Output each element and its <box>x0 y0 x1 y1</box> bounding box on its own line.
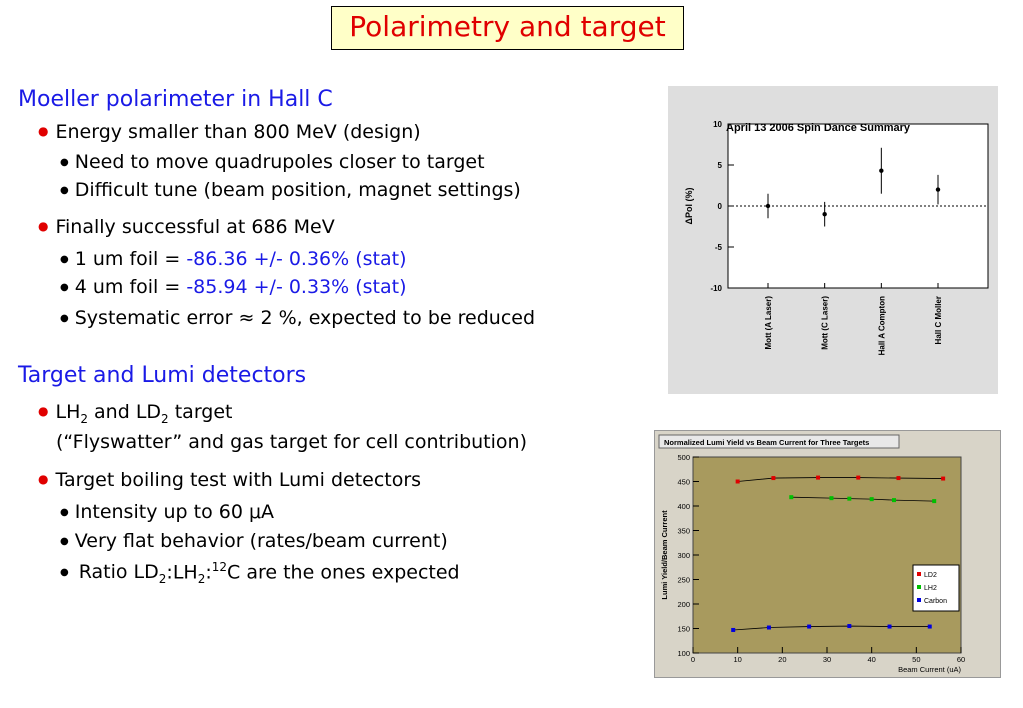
subscript: 2 <box>80 411 88 426</box>
chart-title: Normalized Lumi Yield vs Beam Current for Three Targets <box>664 438 870 447</box>
legend-marker <box>917 572 921 576</box>
bullet-text: Finally successful at 686 MeV <box>55 216 335 238</box>
y-tick-label: 0 <box>717 202 722 211</box>
y-tick-label: 350 <box>677 526 690 536</box>
bullet-text: C are the ones expected <box>227 561 460 584</box>
y-tick-label: -10 <box>710 284 722 293</box>
legend-label: LD2 <box>924 572 937 579</box>
x-category-label: Mott (C Laser) <box>820 296 830 350</box>
bullet-text: Systematic error ≈ 2 %, expected to be reduced <box>74 307 536 329</box>
y-axis-label: ΔPol (%) <box>684 187 694 225</box>
bullet-dot-icon: ● <box>60 157 69 168</box>
x-category-label: Hall C Moller <box>934 296 943 345</box>
data-point <box>789 495 793 499</box>
data-point <box>736 480 740 484</box>
data-point <box>816 476 820 480</box>
subbullet-intensity <box>60 501 274 523</box>
data-point <box>896 476 900 480</box>
bullet-dot-icon: ● <box>38 219 49 233</box>
bullet-text: Difficult tune (beam position, magnet settings) <box>74 179 521 201</box>
data-point <box>771 476 775 480</box>
y-axis-label: Lumi Yield/Beam Current <box>660 510 669 600</box>
y-tick-label: 5 <box>717 161 722 170</box>
y-tick-label: 150 <box>677 624 690 634</box>
subscript: 2 <box>161 411 169 426</box>
bullet-dot-icon: ● <box>38 124 49 138</box>
slide-title: Polarimetry and target <box>331 6 684 50</box>
bullet-dot-icon: ● <box>60 313 69 324</box>
section-heading-target: Target and Lumi detectors <box>18 363 307 388</box>
x-axis-label: Beam Current (uA) <box>898 665 961 674</box>
legend-marker <box>917 598 921 602</box>
legend-marker <box>917 585 921 589</box>
y-tick-label: -5 <box>714 243 722 252</box>
x-tick-label: 10 <box>733 655 742 664</box>
y-tick-label: 100 <box>677 649 690 658</box>
data-point <box>892 498 896 502</box>
y-tick-label: 250 <box>677 575 690 585</box>
legend-label: Carbon <box>924 598 947 605</box>
data-point <box>936 187 940 191</box>
bullet-text: 4 um foil = <box>74 276 187 298</box>
bullet-text: Very flat behavior (rates/beam current) <box>74 530 448 552</box>
bullet-dot-icon: ● <box>60 536 69 547</box>
bullet-text: Need to move quadrupoles closer to target <box>74 151 485 173</box>
subbullet-quadrupoles <box>60 151 485 173</box>
bullet-dot-icon: ● <box>38 404 49 418</box>
plot-area <box>693 457 961 653</box>
subscript: 2 <box>197 572 206 587</box>
subbullet-ratio <box>60 560 460 586</box>
bullet-dot-icon: ● <box>60 567 69 579</box>
x-tick-label: 60 <box>956 655 966 664</box>
data-point <box>807 625 811 629</box>
bullet-text: target <box>168 401 233 423</box>
section-heading-moeller: Moeller polarimeter in Hall C <box>18 87 333 112</box>
data-point <box>847 624 851 628</box>
x-tick-label: 40 <box>867 655 876 664</box>
data-point <box>870 497 874 501</box>
y-tick-label: 200 <box>677 600 690 609</box>
data-point <box>928 625 932 629</box>
lumi-yield-figure <box>654 430 1001 678</box>
bullet-dot-icon: ● <box>60 507 69 518</box>
y-tick-label: 450 <box>677 477 690 487</box>
x-tick-label: 30 <box>822 655 832 664</box>
bullet-text: Energy smaller than 800 MeV (design) <box>55 121 421 143</box>
subscript: 2 <box>158 572 167 587</box>
legend-label: LH2 <box>924 585 937 592</box>
bullet-text: Target boiling test with Lumi detectors <box>55 469 422 491</box>
x-tick-label: 50 <box>912 655 921 664</box>
bullet-dot-icon: ● <box>38 472 49 486</box>
subbullet-flat <box>60 530 448 552</box>
bullet-text: LH <box>55 401 81 423</box>
bullet-boiling <box>38 469 421 491</box>
superscript: 12 <box>211 560 228 574</box>
bullet-text: : <box>205 561 212 584</box>
bullet-value: -85.94 +/- 0.33% (stat) <box>186 276 407 298</box>
subbullet-4um <box>60 276 407 298</box>
y-tick-label: 300 <box>677 551 690 560</box>
spin-dance-chart <box>668 86 998 394</box>
x-tick-label: 0 <box>690 655 696 664</box>
data-point <box>767 626 771 630</box>
x-category-label: Mott (A Laser) <box>764 296 773 350</box>
bullet-text: and LD <box>88 401 162 423</box>
data-point <box>879 169 883 173</box>
bullet-successful <box>38 216 335 238</box>
bullet-targets <box>38 401 233 426</box>
data-point <box>847 497 851 501</box>
data-point <box>829 496 833 500</box>
bullet-dot-icon: ● <box>60 185 69 196</box>
subbullet-systematic <box>60 307 535 329</box>
bullet-text: :LH <box>166 561 198 584</box>
bullet-energy <box>38 121 421 143</box>
data-point <box>932 499 936 503</box>
data-point <box>731 628 735 632</box>
data-point <box>766 204 770 208</box>
data-point <box>856 476 860 480</box>
lumi-yield-chart <box>655 431 1000 677</box>
y-tick-label: 10 <box>713 120 722 129</box>
x-tick-label: 20 <box>778 655 787 664</box>
y-tick-label: 400 <box>677 502 690 511</box>
bullet-text: Intensity up to 60 μA <box>74 501 275 523</box>
spin-dance-figure <box>668 86 998 394</box>
y-tick-label: 500 <box>677 453 690 462</box>
data-point <box>941 477 945 481</box>
subbullet-1um <box>60 248 407 270</box>
bullet-text: 1 um foil = <box>74 248 187 270</box>
bullet-flyswatter: (“Flyswatter” and gas target for cell contribution) <box>56 431 527 453</box>
data-point <box>822 212 826 216</box>
bullet-dot-icon: ● <box>60 282 69 293</box>
data-point <box>888 625 892 629</box>
bullet-value: -86.36 +/- 0.36% (stat) <box>186 248 407 270</box>
chart-title: April 13 2006 Spin Dance Summary <box>726 122 911 134</box>
x-category-label: Hall A Compton <box>877 296 887 356</box>
bullet-dot-icon: ● <box>60 254 69 265</box>
bullet-text: Ratio LD <box>78 561 159 584</box>
subbullet-tune <box>60 179 521 201</box>
